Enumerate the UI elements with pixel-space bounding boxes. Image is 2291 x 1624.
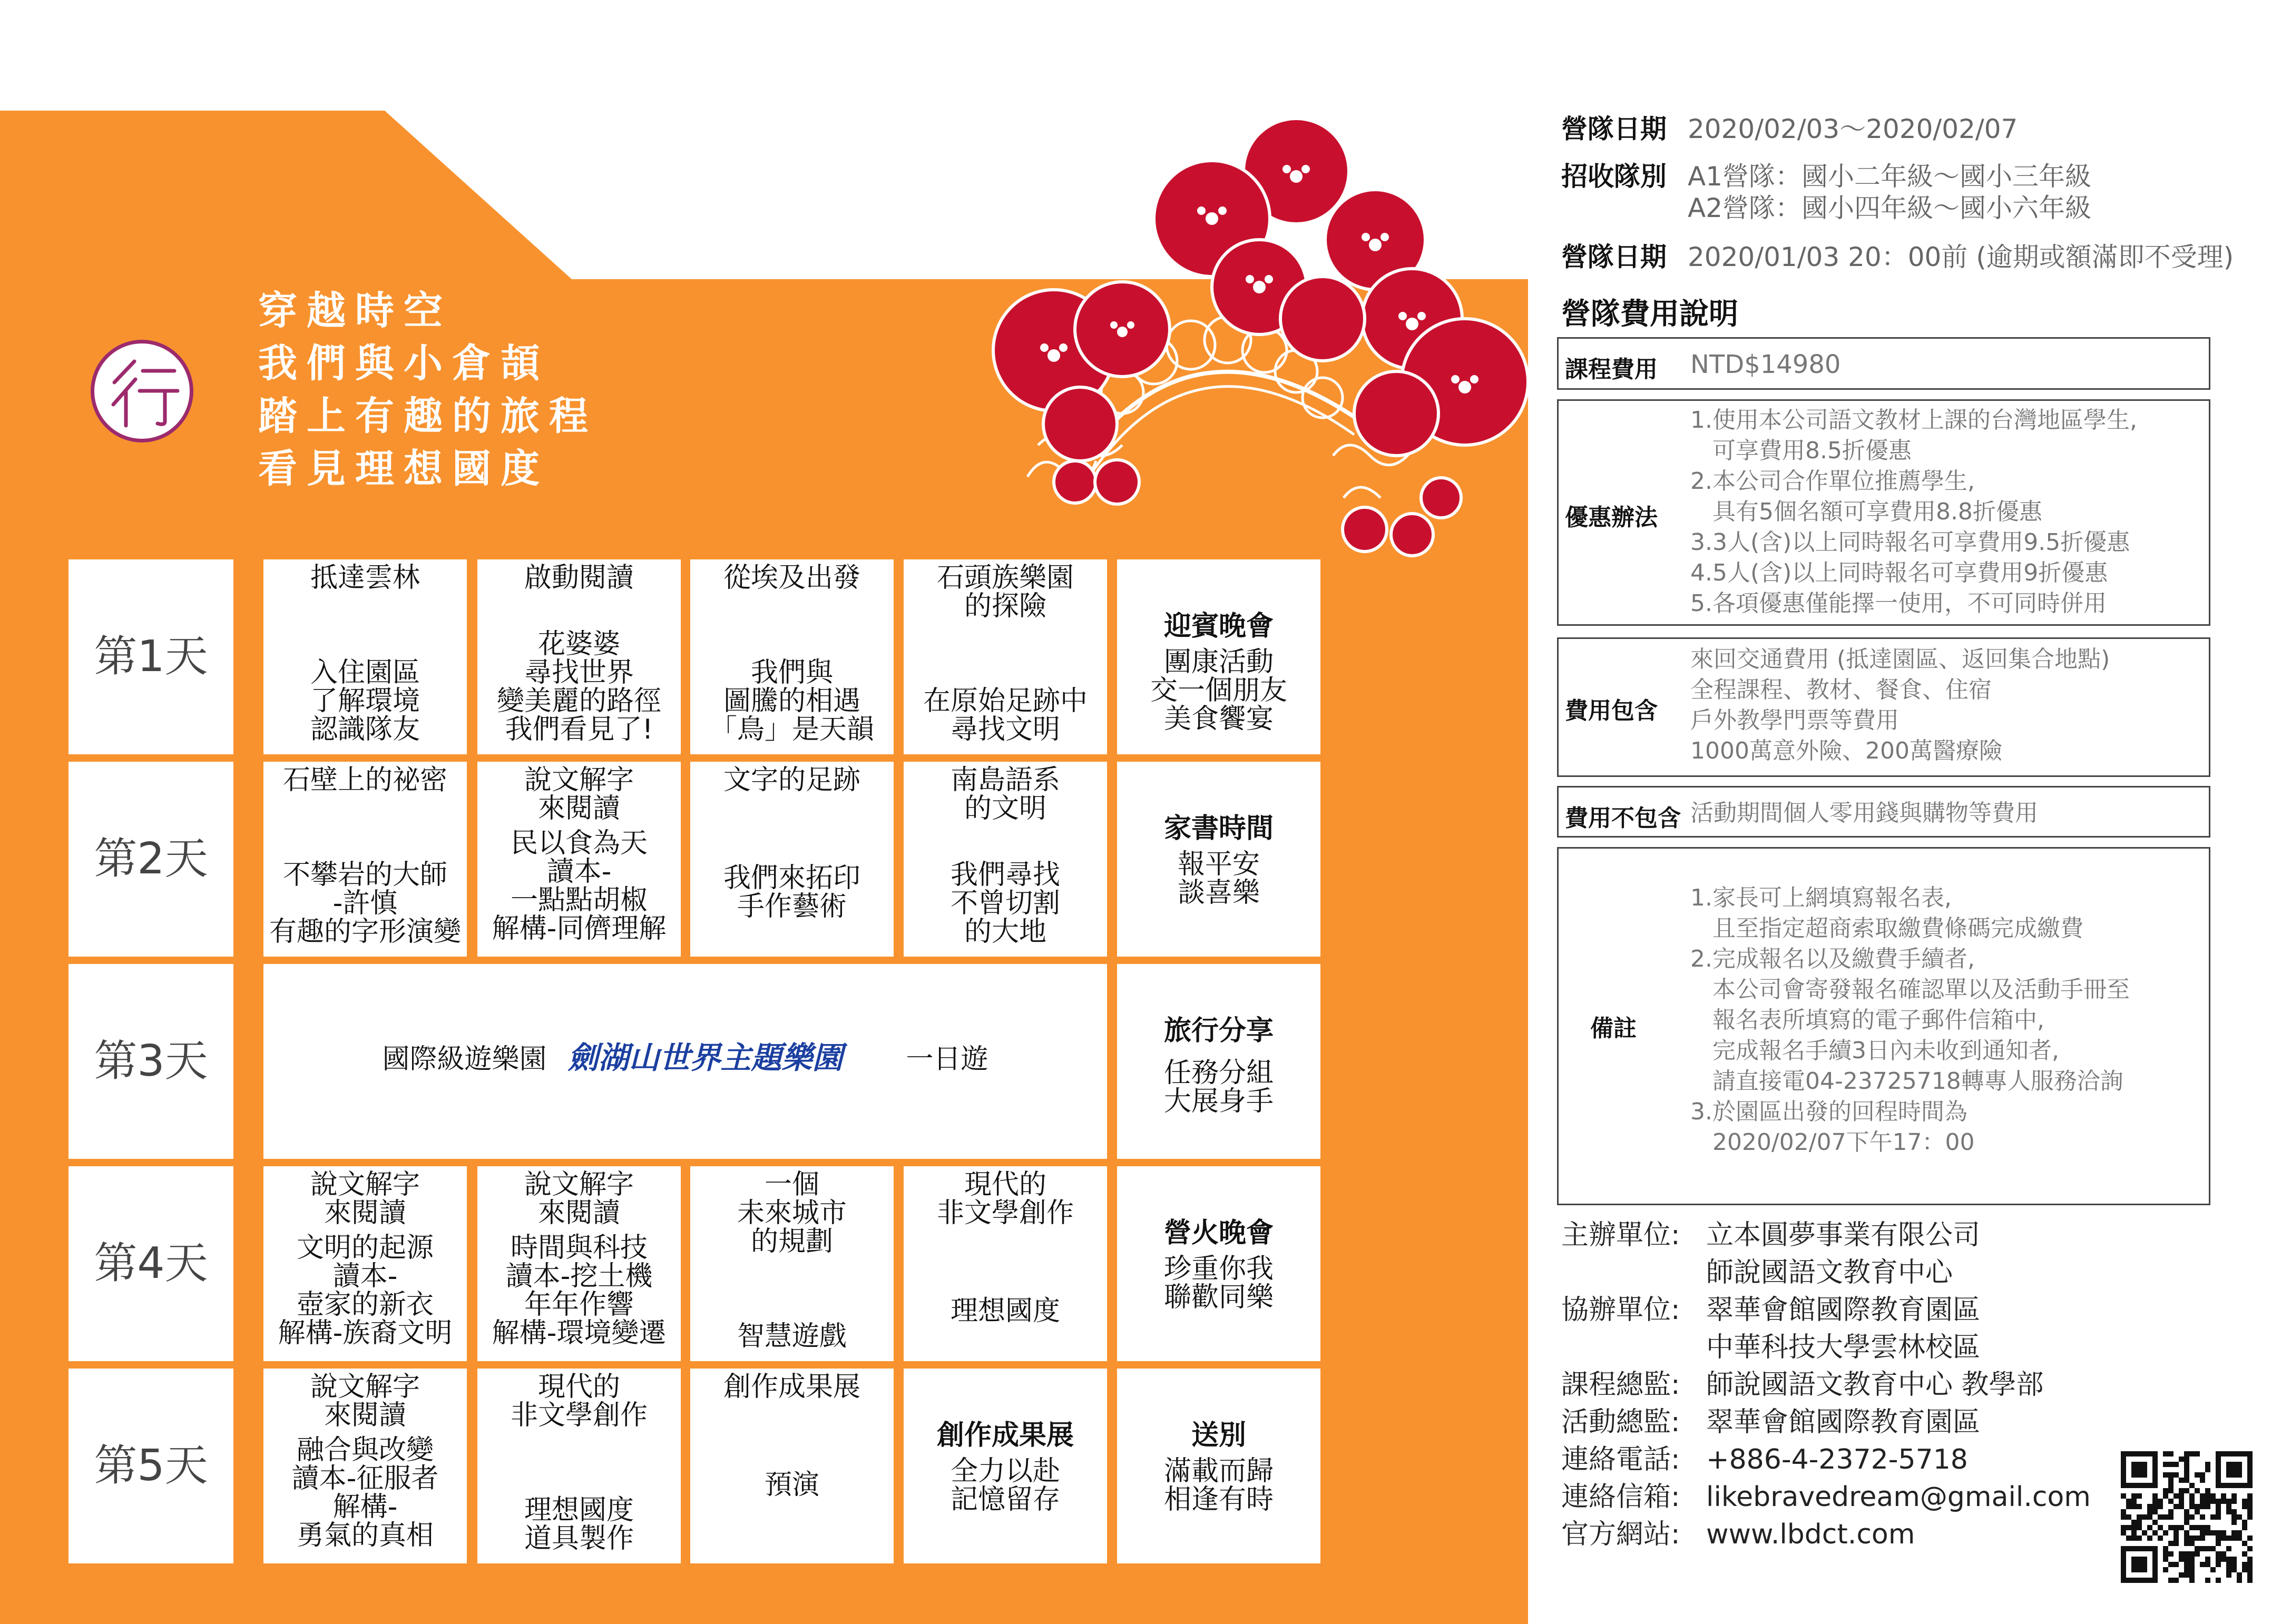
- text-line: 抵達雲林: [310, 562, 420, 594]
- text-line: 來閱讀: [537, 1197, 620, 1229]
- activity-title: [477, 1170, 681, 1227]
- day-label: 第4天: [68, 1166, 233, 1361]
- text-line: 入住園區: [310, 657, 420, 688]
- organizer-value: 翠華會館國際教育園區: [1706, 1294, 1981, 1326]
- organizer-row: [1561, 1217, 2091, 1254]
- activity-description: [904, 687, 1107, 744]
- text-line: 我們看見了!: [505, 714, 653, 745]
- text-line: 有趣的字形演變: [269, 916, 461, 948]
- activity-description: [904, 1297, 1107, 1325]
- discount-item: 3.3人(含)以上同時報名可享費用9.5折優惠: [1690, 529, 2130, 556]
- organizer-key: 協辦單位:: [1561, 1294, 1680, 1326]
- text-line: 啟動閱讀: [524, 562, 634, 594]
- notes-box: [1557, 847, 2210, 1205]
- text-line: 的規劃: [750, 1226, 833, 1257]
- includes-item: 全程課程、教材、餐食、住宿: [1690, 676, 1992, 703]
- organizer-row: [1561, 1366, 2091, 1404]
- activity-title: [477, 1373, 681, 1430]
- activity-cell: [1117, 1369, 1320, 1563]
- includes-label: 費用包含: [1565, 697, 1658, 724]
- activity-title: [690, 1373, 894, 1401]
- activity-title: [263, 1170, 467, 1227]
- groups-row: [1561, 161, 2091, 224]
- activity-cell: [690, 762, 894, 957]
- activity-description: [263, 1234, 467, 1347]
- note-item: 且至指定超商索取繳費條碼完成繳費: [1690, 915, 2083, 942]
- text-line: 現代的: [964, 1169, 1046, 1200]
- excludes-box: [1557, 786, 2210, 838]
- text-line: 在原始足跡中: [923, 685, 1088, 717]
- text-line: 的文明: [964, 793, 1046, 824]
- text-line: 「鳥」是天韻: [709, 714, 874, 745]
- activity-title: [1117, 1017, 1320, 1045]
- text-line: 尋找世界: [524, 657, 634, 688]
- activity-description: [690, 658, 894, 744]
- xing-character-icon: [103, 352, 182, 431]
- text-line: 了解環境: [310, 685, 420, 717]
- text-line: 道具製作: [524, 1523, 634, 1554]
- activity-title: [477, 564, 681, 592]
- seal-logo: [91, 340, 193, 442]
- activity-cell: [263, 559, 467, 754]
- text-line: 讀本-挖土機: [505, 1261, 653, 1292]
- text-line: 解構-: [332, 1491, 398, 1523]
- text-line: 記憶留存: [950, 1484, 1060, 1515]
- text-line: 年年作響: [524, 1289, 634, 1321]
- notes-label: 備註: [1590, 1015, 1637, 1042]
- discount-item: 1.使用本公司語文教材上課的台灣地區學生,: [1690, 407, 2137, 434]
- text-line: 說文解字: [310, 1371, 420, 1403]
- text-line: 時間與科技: [510, 1232, 648, 1264]
- activity-cell: [1117, 762, 1320, 957]
- organizer-key: 活動總監:: [1561, 1406, 1680, 1438]
- camp-date-value: 2020/02/03～2020/02/07: [1688, 114, 2018, 144]
- activity-cell: [690, 1369, 894, 1563]
- text-line: 現代的: [537, 1371, 620, 1403]
- activity-title: [1117, 1219, 1320, 1247]
- activity-title: [690, 1170, 894, 1256]
- includes-box: [1557, 637, 2210, 777]
- text-line: 報平安: [1177, 849, 1260, 880]
- text-line: 尋找文明: [950, 714, 1060, 745]
- activity-description: [263, 658, 467, 744]
- excludes-label: 費用不包含: [1565, 805, 1681, 832]
- deadline-row: [1561, 236, 2234, 274]
- organizer-row: [1561, 1479, 2091, 1516]
- slogan-line: 看見理想國度: [258, 446, 549, 491]
- discount-item: 4.5人(含)以上同時報名可享費用9折優惠: [1690, 559, 2108, 586]
- park-suffix: 一日遊: [906, 1044, 988, 1075]
- organizer-value[interactable]: +886-4-2372-5718: [1706, 1444, 1968, 1475]
- text-line: 認識隊友: [310, 714, 420, 745]
- text-line: 說文解字: [310, 1169, 420, 1200]
- activity-title: [904, 1170, 1107, 1227]
- discount-box: [1557, 399, 2210, 626]
- text-line: 任務分組: [1163, 1057, 1274, 1089]
- note-item: 完成報名手續3日內未收到通知者,: [1690, 1037, 2059, 1064]
- text-line: 一點點胡椒: [510, 884, 648, 916]
- activity-cell: [690, 1166, 894, 1361]
- text-line: 花婆婆: [537, 628, 620, 660]
- organizer-value: 中華科技大學雲林校區: [1706, 1332, 1981, 1363]
- text-line: 南島語系: [950, 764, 1060, 796]
- organizer-value[interactable]: likebravedream@gmail.com: [1706, 1481, 2091, 1513]
- text-line: 變美麗的路徑: [496, 685, 661, 717]
- slogan-line: 穿越時空: [258, 288, 452, 333]
- activity-description: [1117, 1457, 1320, 1514]
- text-line: 一個: [764, 1169, 819, 1200]
- organizer-row: [1561, 1516, 2091, 1553]
- includes-list: [1690, 644, 2110, 766]
- text-line: 來閱讀: [324, 1400, 406, 1431]
- text-line: 理想國度: [524, 1494, 634, 1526]
- text-line: 讀本-: [332, 1261, 398, 1292]
- discount-list: [1690, 405, 2137, 619]
- organizer-value: 立本圓夢事業有限公司: [1706, 1219, 1981, 1251]
- discount-item: 5.各項優惠僅能擇一使用，不可同時併用: [1690, 590, 2107, 617]
- text-line: 非文學創作: [936, 1197, 1074, 1229]
- activity-cell: [690, 559, 894, 754]
- activity-description: [904, 1457, 1107, 1514]
- activity-title: [1117, 612, 1320, 641]
- activity-title: [904, 564, 1107, 621]
- text-line: 交一個朋友: [1150, 675, 1287, 706]
- discount-item: 可享費用8.5折優惠: [1690, 437, 1912, 464]
- organizer-key: 連絡電話:: [1561, 1444, 1680, 1475]
- excludes-value: 活動期間個人零用錢與購物等費用: [1690, 800, 2038, 826]
- text-line: 讀本-: [546, 856, 612, 888]
- includes-item: 來回交通費用 (抵達園區、返回集合地點): [1690, 646, 2110, 673]
- text-line: 創作成果展: [936, 1420, 1074, 1451]
- text-line: 迎賓晚會: [1163, 611, 1274, 642]
- activity-cell: [904, 1166, 1107, 1361]
- activity-title: [690, 766, 894, 794]
- text-line: 解構-族裔文明: [278, 1317, 453, 1349]
- groups-label: 招收隊別: [1561, 161, 1667, 192]
- organizer-list: [1561, 1217, 2091, 1553]
- text-line: 來閱讀: [537, 793, 620, 824]
- course-fee-label: 課程費用: [1565, 356, 1658, 383]
- day-label: 第2天: [68, 762, 233, 957]
- organizer-value: 師說國語文教育中心 教學部: [1706, 1369, 2044, 1401]
- activity-cell: [263, 1369, 467, 1563]
- organizer-value[interactable]: www.lbdct.com: [1706, 1519, 1915, 1550]
- group-line: A1營隊：國小二年級～國小三年級: [1688, 161, 2092, 192]
- text-line: 的探險: [964, 590, 1046, 622]
- organizer-row: [1561, 1404, 2091, 1441]
- note-item: 2.完成報名以及繳費手續者,: [1690, 946, 1975, 972]
- activity-description: [690, 864, 894, 921]
- text-line: 來閱讀: [324, 1197, 406, 1229]
- activity-description: [477, 829, 681, 943]
- park-day-text: [263, 1040, 1107, 1076]
- activity-cell: [904, 559, 1107, 754]
- text-line: 勇氣的真相: [296, 1520, 434, 1551]
- flower-illustration: [964, 97, 1549, 572]
- day-label: 第1天: [68, 559, 233, 754]
- text-line: 不攀岩的大師: [282, 859, 447, 891]
- text-line: 未來城市: [737, 1197, 847, 1229]
- activity-title: [263, 766, 467, 794]
- organizer-key: 主辦單位:: [1561, 1219, 1680, 1251]
- text-line: 說文解字: [524, 1169, 634, 1200]
- activity-description: [477, 630, 681, 744]
- slogan-line: 踏上有趣的旅程: [258, 393, 598, 439]
- activity-description: [904, 861, 1107, 946]
- text-line: 民以食為天: [510, 828, 648, 859]
- organizer-key: 連絡信箱:: [1561, 1481, 1680, 1513]
- note-item: 2020/02/07下午17：00: [1690, 1129, 1975, 1156]
- activity-description: [477, 1234, 681, 1347]
- park-prefix: 國際級遊樂園: [382, 1044, 547, 1075]
- includes-item: 戶外教學門票等費用: [1690, 707, 1899, 734]
- activity-title: [904, 766, 1107, 823]
- activity-title: [263, 564, 467, 592]
- activity-title: [690, 564, 894, 592]
- activity-title: [1117, 814, 1320, 843]
- note-item: 請直接電04-23725718轉專人服務洽詢: [1690, 1068, 2123, 1095]
- activity-cell: [477, 762, 681, 957]
- activity-cell: [477, 1369, 681, 1563]
- text-line: 文明的起源: [296, 1232, 434, 1264]
- text-line: 非文學創作: [510, 1400, 648, 1431]
- text-line: 文字的足跡: [723, 764, 860, 796]
- text-line: 美食饗宴: [1163, 703, 1274, 735]
- text-line: 的大地: [964, 916, 1046, 948]
- text-line: 預演: [764, 1469, 819, 1501]
- text-line: 解構-環境變遷: [492, 1317, 667, 1349]
- note-item: 1.家長可上網填寫報名表,: [1690, 884, 1952, 911]
- text-line: 大展身手: [1163, 1086, 1274, 1117]
- text-line: 我們與: [750, 657, 833, 688]
- activity-description: [690, 1471, 894, 1499]
- text-line: 石壁上的祕密: [282, 764, 447, 796]
- activity-description: [1117, 850, 1320, 907]
- text-line: 營火晚會: [1163, 1217, 1274, 1249]
- text-line: 我們尋找: [950, 859, 1060, 891]
- activity-title: [1117, 1421, 1320, 1450]
- activity-description: [1117, 648, 1320, 733]
- day-label: 第5天: [68, 1369, 233, 1563]
- text-line: -許慎: [332, 888, 398, 919]
- text-line: 解構-同儕理解: [492, 913, 667, 944]
- camp-date-label: 營隊日期: [1561, 114, 1667, 144]
- activity-cell: [904, 1369, 1107, 1563]
- organizer-value: 翠華會館國際教育園區: [1706, 1406, 1981, 1438]
- text-line: 手作藝術: [737, 891, 847, 922]
- text-line: 團康活動: [1163, 646, 1274, 678]
- text-line: 理想國度: [950, 1295, 1060, 1327]
- day-label: 第3天: [68, 964, 233, 1159]
- organizer-row: [1561, 1441, 2091, 1479]
- activity-description: [1117, 1059, 1320, 1116]
- text-line: 談喜樂: [1177, 877, 1260, 909]
- text-line: 從埃及出發: [723, 562, 860, 594]
- text-line: 不曾切割: [950, 888, 1060, 919]
- activity-cell: [904, 762, 1107, 957]
- text-line: 家書時間: [1163, 813, 1274, 844]
- activity-cell: [263, 1166, 467, 1361]
- organizer-key: 官方網站:: [1561, 1519, 1680, 1550]
- activity-description: [1117, 1255, 1320, 1312]
- activity-cell: [477, 1166, 681, 1361]
- organizer-value: 師說國語文教育中心: [1706, 1257, 1953, 1288]
- activity-title: [263, 1373, 467, 1430]
- text-line: 珍重你我: [1163, 1253, 1274, 1285]
- organizer-key: 課程總監:: [1561, 1369, 1680, 1401]
- text-line: 滿載而歸: [1163, 1455, 1274, 1487]
- includes-item: 1000萬意外險、200萬醫療險: [1690, 737, 2002, 764]
- group-line: A2營隊：國小四年級～國小六年級: [1688, 193, 2092, 223]
- text-line: 融合與改變: [296, 1434, 434, 1466]
- note-item: 3.於園區出發的回程時間為: [1690, 1098, 1967, 1125]
- discount-item: 具有5個名額可享費用8.8折優惠: [1690, 498, 2042, 525]
- text-line: 讀本-征服者: [291, 1463, 439, 1494]
- organizer-row: [1561, 1329, 2091, 1366]
- deadline-label: 營隊日期: [1561, 242, 1667, 272]
- text-line: 智慧遊戲: [737, 1321, 847, 1352]
- course-fee-value: NTD$14980: [1690, 350, 1841, 379]
- park-day-cell: [263, 964, 1107, 1159]
- activity-cell: [1117, 1166, 1320, 1361]
- note-item: 報名表所填寫的電子郵件信箱中,: [1690, 1007, 2044, 1034]
- text-line: 石頭族樂園: [936, 562, 1074, 594]
- activity-title: [904, 1421, 1107, 1450]
- activity-cell: [477, 559, 681, 754]
- text-line: 壺家的新衣: [296, 1289, 434, 1321]
- qr-code-icon[interactable]: [2121, 1451, 2253, 1583]
- activity-cell: [1117, 559, 1320, 754]
- deadline-value: 2020/01/03 20：00前 (逾期或額滿即不受理): [1688, 242, 2234, 272]
- activity-cell: [1117, 964, 1320, 1159]
- text-line: 說文解字: [524, 764, 634, 796]
- discount-item: 2.本公司合作單位推薦學生,: [1690, 468, 1975, 495]
- notes-list: [1690, 883, 2130, 1158]
- organizer-row: [1561, 1292, 2091, 1329]
- park-logo-text: 劍湖山世界主題樂園: [567, 1040, 843, 1076]
- course-fee-box: [1557, 337, 2210, 390]
- activity-title: [477, 766, 681, 823]
- text-line: 圖騰的相遇: [723, 685, 860, 717]
- text-line: 送別: [1191, 1420, 1246, 1451]
- text-line: 旅行分享: [1163, 1015, 1274, 1047]
- camp-date-row: [1561, 108, 2018, 146]
- slogan-line: 我們與小倉頡: [258, 341, 549, 386]
- activity-description: [263, 1436, 467, 1550]
- discount-label: 優惠辦法: [1565, 504, 1658, 531]
- text-line: 聯歡同樂: [1163, 1282, 1274, 1313]
- activity-description: [263, 861, 467, 946]
- text-line: 創作成果展: [723, 1371, 860, 1403]
- organizer-row: [1561, 1254, 2091, 1292]
- activity-description: [690, 1322, 894, 1351]
- fees-heading: 營隊費用說明: [1561, 297, 1738, 331]
- activity-description: [477, 1496, 681, 1553]
- text-line: 相逢有時: [1163, 1484, 1274, 1515]
- note-item: 本公司會寄發報名確認單以及活動手冊至: [1690, 976, 2130, 1003]
- text-line: 我們來拓印: [723, 862, 860, 894]
- slogan: [258, 284, 598, 495]
- text-line: 全力以赴: [950, 1455, 1060, 1487]
- activity-cell: [263, 762, 467, 957]
